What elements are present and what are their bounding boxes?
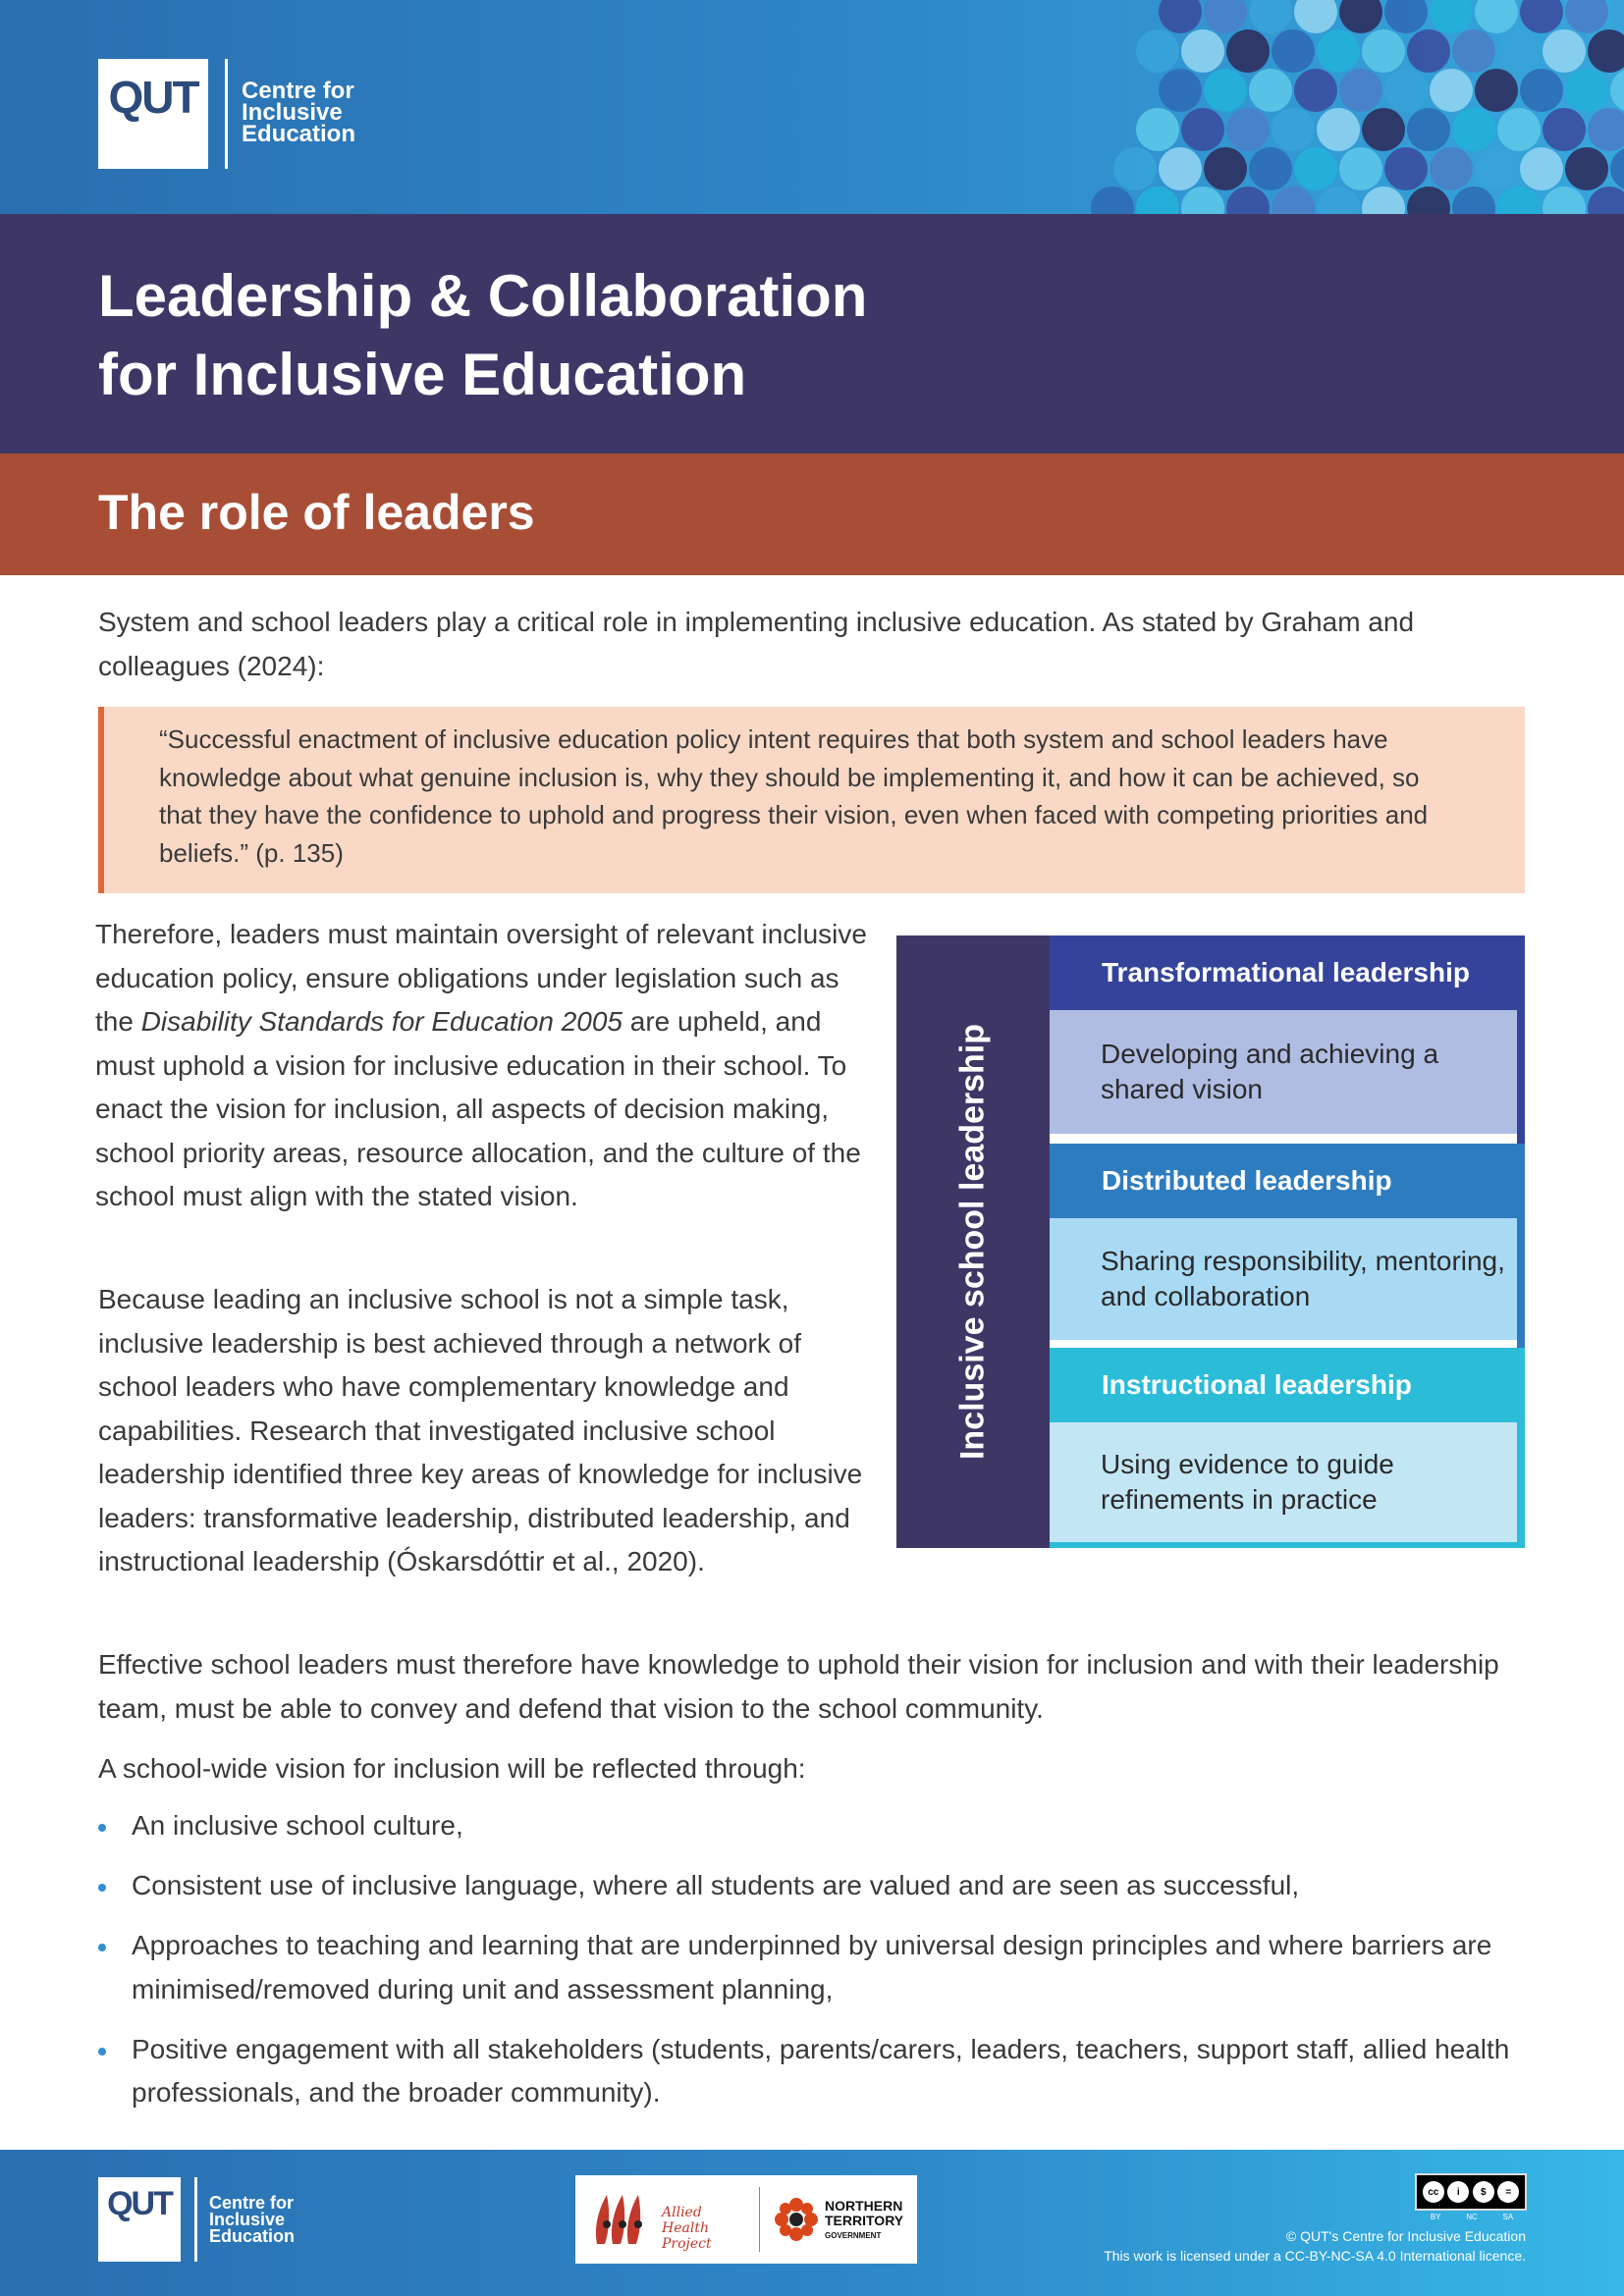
list-item: Positive engagement with all stakeholders (students, parents/carers, leaders, teachers, support staff, allied health professionals, and the broader community). (98, 2028, 1532, 2115)
band-edge (1517, 1010, 1525, 1144)
nt-government-label (825, 2199, 913, 2243)
decorative-dot (1339, 147, 1382, 190)
band-body-instructional: Using evidence to guide refinements in practice (1050, 1422, 1517, 1542)
allied-health-project-label (662, 2205, 740, 2252)
decorative-dot (1294, 69, 1337, 112)
qut-logo-mark: QUT (108, 72, 198, 123)
decorative-dot (1317, 108, 1360, 151)
decorative-dot (1430, 0, 1473, 33)
decorative-dot (1294, 0, 1337, 33)
decorative-dot (1610, 69, 1624, 112)
decorative-dot (1384, 69, 1428, 112)
decorative-dot (1565, 0, 1608, 33)
decorative-dot (1520, 0, 1563, 33)
decorative-dot (1339, 0, 1382, 33)
decorative-dot (1588, 29, 1624, 73)
decorative-dot (1452, 29, 1495, 73)
decorative-dot (1226, 108, 1270, 151)
qut-logo (98, 59, 208, 169)
cc-icon: cc (1423, 2181, 1444, 2203)
band-body-distributed: Sharing responsibility, mentoring, and collaboration (1050, 1218, 1517, 1340)
footer (0, 2150, 1624, 2296)
intro-paragraph: System and school leaders play a critical role in implementing inclusive education. As stated by Graham and colleagues (2024): (98, 607, 1415, 681)
decorative-dot (1497, 187, 1541, 214)
license-line: This work is licensed under a CC-BY-NC-SA 4.0 International licence. (1104, 2248, 1526, 2264)
body-text: are upheld, and must uphold a vision for inclusive education in their school. To enact the vision for inclusion, all aspects of decision making, school priority areas, resource allocation, and the culture of the school must align with the stated vision. (95, 1006, 861, 1211)
decorative-dot (1249, 147, 1292, 190)
decorative-dot (1249, 0, 1292, 33)
centre-name-line: Education (242, 121, 356, 147)
decorative-dot (1407, 187, 1450, 214)
logo-divider (225, 59, 228, 169)
nt-government-icon (772, 2195, 821, 2244)
page-title-line: for Inclusive Education (98, 342, 747, 407)
decorative-dot (1497, 29, 1541, 73)
decorative-dot (1430, 147, 1473, 190)
diagram-spine-label: Inclusive school leadership (953, 1023, 992, 1461)
decorative-dot (1475, 69, 1518, 112)
decorative-dot (1588, 187, 1624, 214)
allied-health-project-icon (587, 2185, 656, 2254)
decorative-dot (1159, 147, 1202, 190)
decorative-dot (1159, 69, 1202, 112)
band-title-transformational: Transformational leadership (1050, 935, 1525, 1010)
decorative-dot (1204, 69, 1247, 112)
decorative-dot (1407, 108, 1450, 151)
footer-logo-divider (194, 2177, 197, 2262)
band-body-transformational: Developing and achieving a shared vision (1050, 1010, 1517, 1134)
diagram-bands (1050, 935, 1525, 1548)
body-text: Therefore, leaders must maintain oversight of relevant inclusive education policy, ensure obligations under legislation such as the (95, 919, 867, 1037)
decorative-dot (1272, 29, 1315, 73)
decorative-dot (1520, 69, 1563, 112)
body-paragraph-2: Because leading an inclusive school is not a simple task, inclusive leadership is best achieved through a network of school leaders who have complementary knowledge and capabilities. Research that investigated inclusive school leadership identified three key areas of knowledge for inclusive leaders: transformative leadership, distributed leadership, and instructional leadership (Óskarsdóttir et al., 2020). (98, 1284, 863, 1576)
cc-badge-caption (1418, 2213, 1526, 2221)
decorative-dot (1452, 108, 1495, 151)
decorative-dot (1497, 108, 1541, 151)
band-edge (1517, 1218, 1525, 1348)
cc-caption-item: SA (1502, 2213, 1514, 2221)
cc-license-icon (1415, 2173, 1527, 2211)
partner-label-line: NORTHERN (825, 2198, 903, 2214)
partner-label-line: Allied Health (662, 2205, 709, 2236)
decorative-dot (1226, 29, 1270, 73)
centre-name (242, 80, 355, 145)
decorative-dot (1181, 108, 1224, 151)
copyright-notice (1104, 2226, 1526, 2266)
decorative-dot (1452, 187, 1495, 214)
decorative-dot (1565, 147, 1608, 190)
nc-icon: $ (1473, 2181, 1494, 2203)
footer-centre-name-line: Inclusive (209, 2210, 286, 2229)
decorative-dot (1543, 187, 1586, 214)
body-paragraph-3: Effective school leaders must therefore have knowledge to uphold their vision for inclusion and with their leadership team, must be able to convey and defend that vision to the school community. (98, 1649, 1499, 1724)
partner-label-line: Project (662, 2236, 712, 2252)
decorative-dot (1113, 147, 1157, 190)
page-title (98, 257, 1178, 414)
partner-label-line: TERRITORY (825, 2213, 904, 2228)
centre-name-line: Centre for (242, 78, 354, 104)
decorative-dot (1475, 0, 1518, 33)
list-item: An inclusive school culture, (98, 1804, 1532, 1848)
decorative-dot (1339, 69, 1382, 112)
decorative-dot (1565, 69, 1608, 112)
decorative-dot (1249, 69, 1292, 112)
partner-label-sub: GOVERNMENT (825, 2231, 882, 2240)
decorative-dot (1475, 147, 1518, 190)
footer-qut-logo (98, 2177, 181, 2262)
partner-logos (575, 2175, 917, 2264)
decorative-dot (1543, 29, 1586, 73)
decorative-dot (1091, 187, 1134, 214)
body-paragraph-1 (95, 913, 881, 1219)
band-title-instructional: Instructional leadership (1050, 1348, 1525, 1422)
decorative-dot (1384, 0, 1428, 33)
decorative-dot (1610, 147, 1624, 190)
by-icon: i (1447, 2181, 1469, 2203)
decorative-dot (1430, 69, 1473, 112)
decorative-dot (1407, 29, 1450, 73)
footer-logo-mark: QUT (107, 2185, 172, 2222)
decorative-dot (1272, 187, 1315, 214)
decorative-dot (1136, 108, 1179, 151)
decorative-dot (1204, 147, 1247, 190)
legislation-title: Disability Standards for Education 2005 (140, 1006, 623, 1037)
decorative-dot (1181, 187, 1224, 214)
body-paragraph-4: A school-wide vision for inclusion will be reflected through: (98, 1753, 806, 1784)
band-edge (1517, 1422, 1525, 1548)
decorative-dot (1294, 147, 1337, 190)
decorative-dot (1362, 108, 1405, 151)
cc-caption-item: NC (1466, 2213, 1478, 2221)
cc-caption-item: BY (1430, 2213, 1441, 2221)
band-title-distributed: Distributed leadership (1050, 1144, 1525, 1218)
decorative-dot (1384, 147, 1428, 190)
decorative-dot (1159, 0, 1202, 33)
decorative-dot (1520, 147, 1563, 190)
sa-icon: = (1497, 2181, 1519, 2203)
centre-name-line: Inclusive (242, 99, 343, 126)
decorative-dot (1272, 108, 1315, 151)
decorative-dot (1317, 29, 1360, 73)
quote-text: “Successful enactment of inclusive education policy intent requires that both system and school leaders have knowledge about what genuine inclusion is, why they should be implementing it, and how it can be achieved, so that they have the confidence to uphold and progress their vision, even when faced with competing priorities and beliefs.” (p. 135) (159, 724, 1429, 868)
leadership-diagram (896, 935, 1525, 1548)
decorative-dot (1136, 29, 1179, 73)
decorative-dot (1317, 187, 1360, 214)
decorative-dot (1226, 187, 1270, 214)
copyright-line: © QUT's Centre for Inclusive Education (1285, 2228, 1526, 2244)
decorative-dot (1610, 0, 1624, 33)
decorative-dot (1543, 108, 1586, 151)
footer-centre-name (209, 2195, 295, 2245)
band-edge (1050, 1542, 1525, 1548)
diagram-spine (896, 935, 1050, 1548)
list-item: Consistent use of inclusive language, where all students are valued and are seen as successful, (98, 1864, 1532, 1908)
decorative-dot (1362, 187, 1405, 214)
decorative-dot (1588, 108, 1624, 151)
decorative-dot (1181, 29, 1224, 73)
footer-centre-name-line: Education (209, 2226, 296, 2246)
vision-bullet-list (98, 1804, 1532, 2131)
section-heading: The role of leaders (98, 485, 535, 540)
quote-callout (98, 707, 1525, 893)
decorative-dot (1136, 187, 1179, 214)
decorative-dot (1204, 0, 1247, 33)
decorative-dot (1362, 29, 1405, 73)
list-item: Approaches to teaching and learning that are underpinned by universal design principles and where barriers are minimised/removed during unit and assessment planning, (98, 1924, 1532, 2011)
page-title-line: Leadership & Collaboration (98, 263, 868, 329)
partner-divider (759, 2187, 760, 2252)
footer-centre-name-line: Centre for (209, 2193, 295, 2213)
